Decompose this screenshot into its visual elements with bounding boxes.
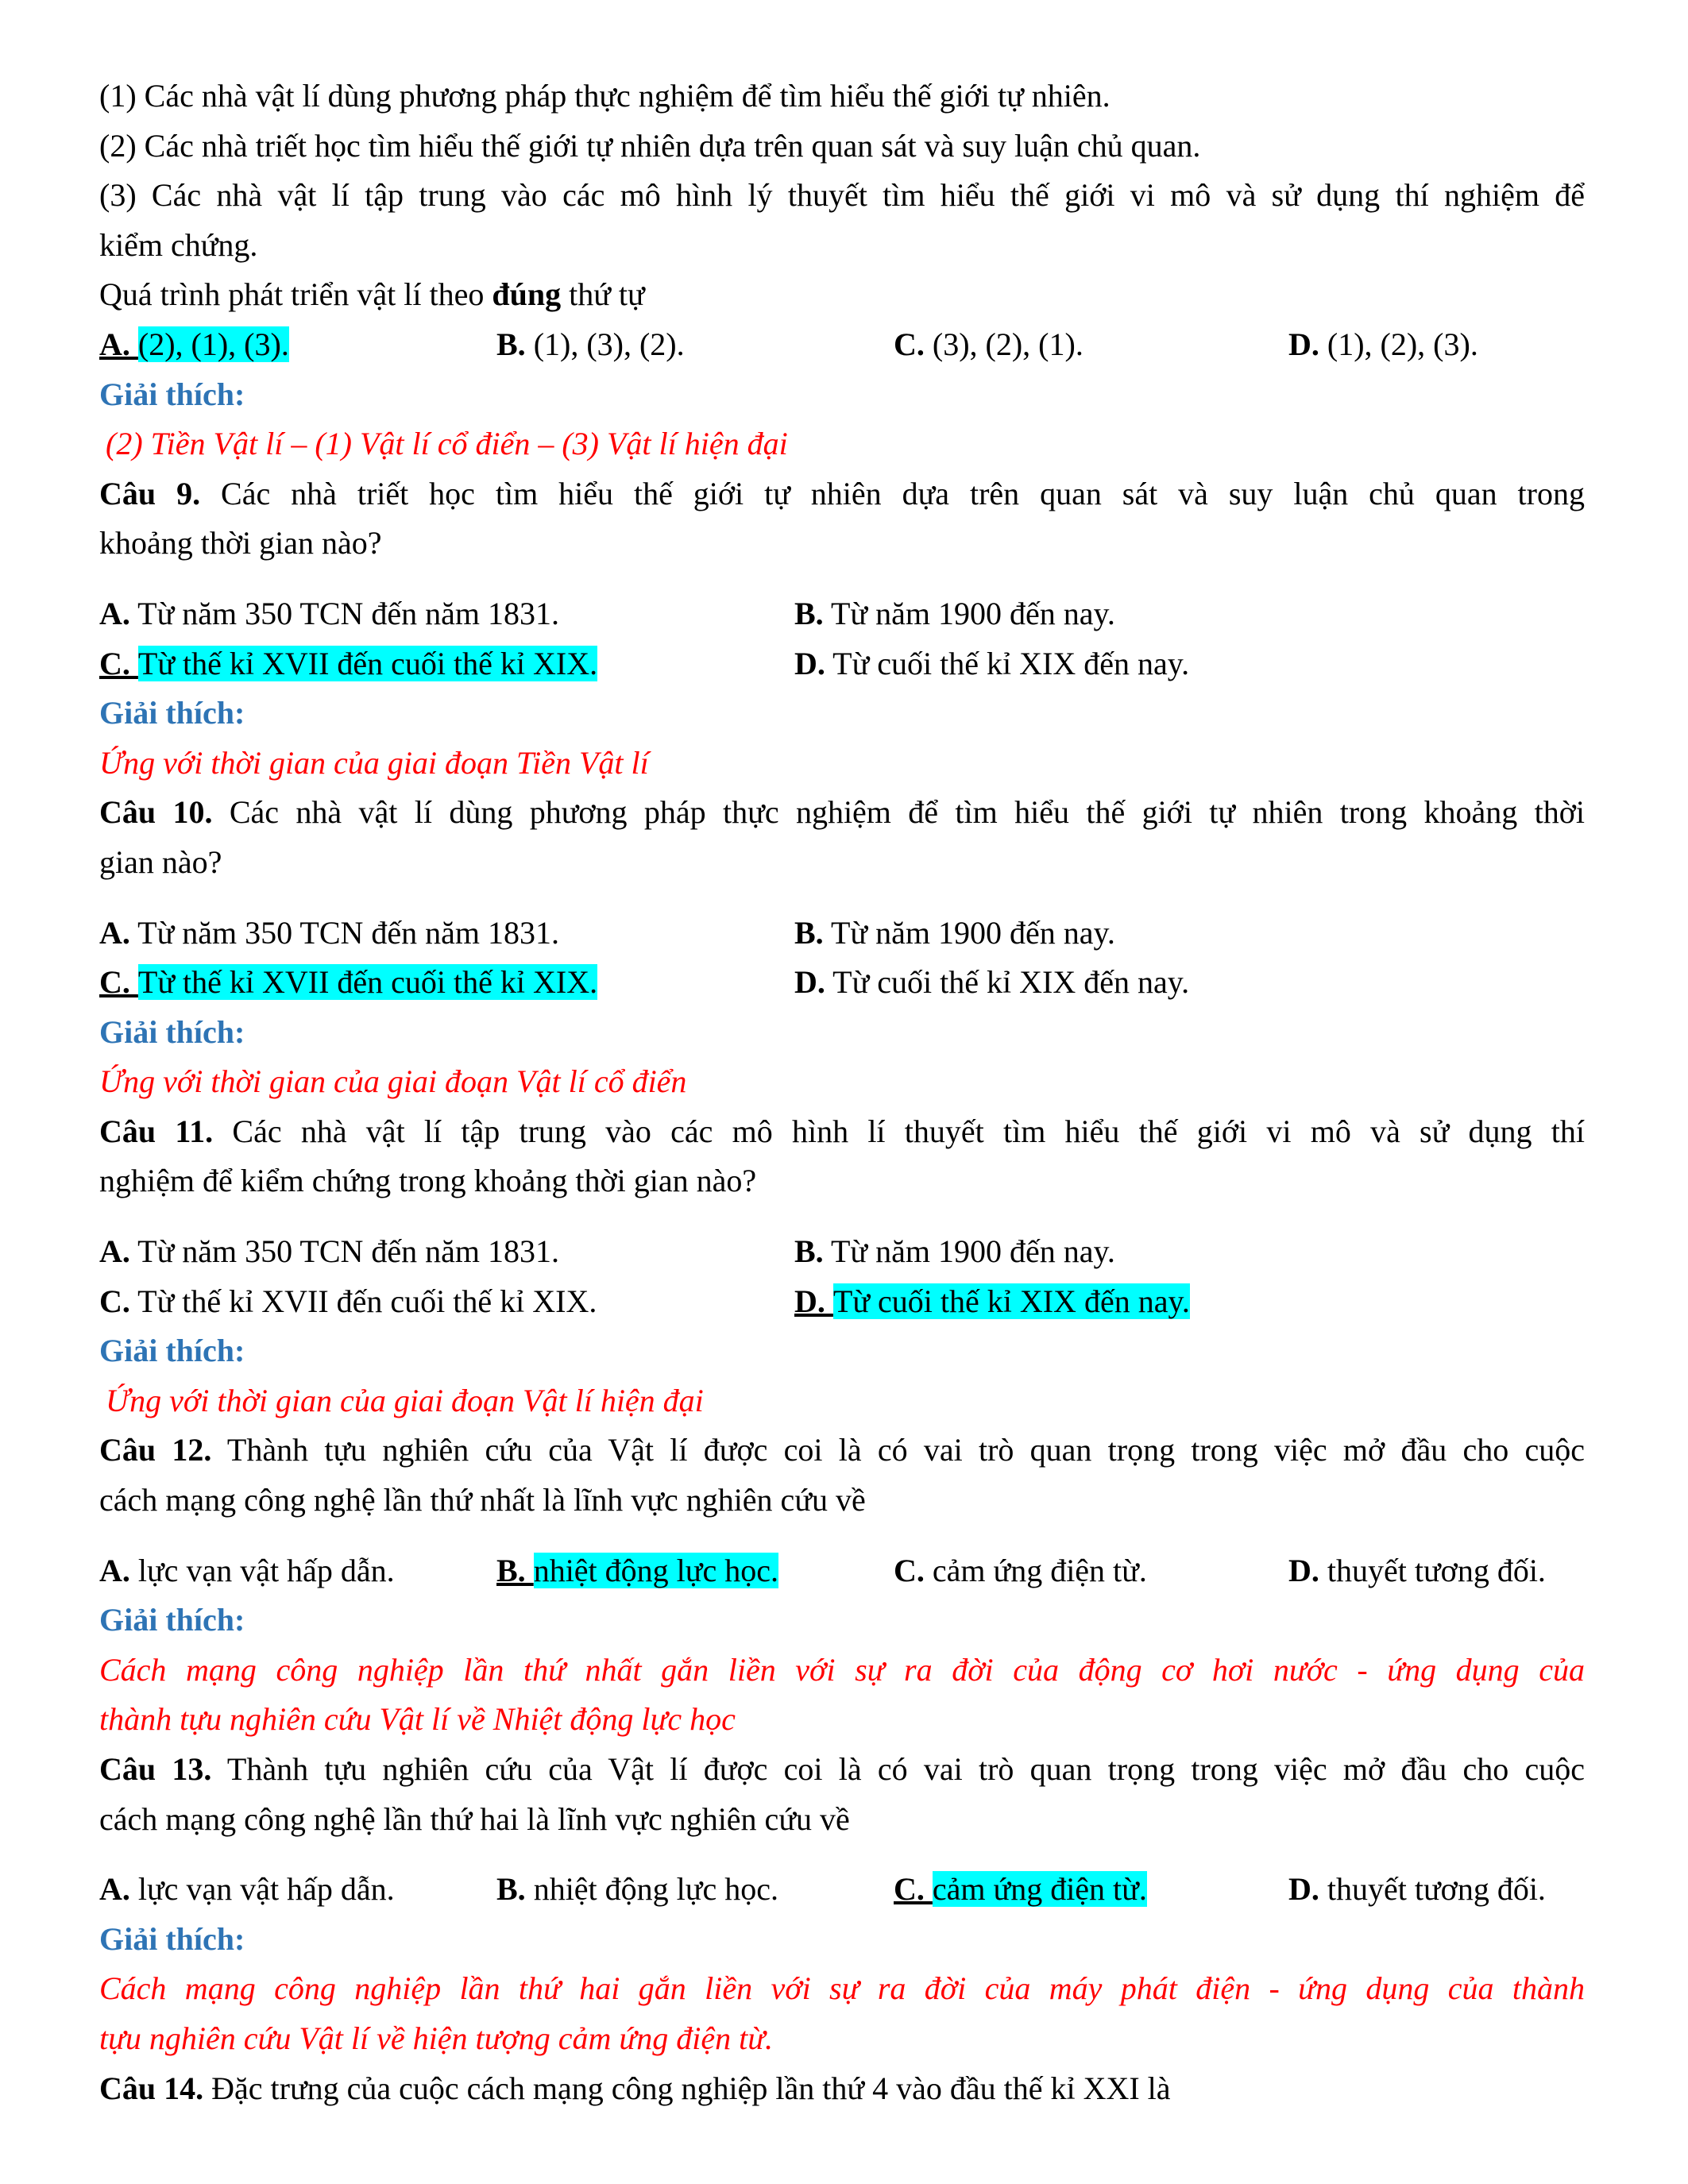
- q10-option-c[interactable]: C. Từ thế kỉ XVII đến cuối thế kỉ XIX.: [99, 964, 598, 1001]
- question-9-options-row2: [99, 639, 1585, 689]
- q13-explanation-title: Giải thích:: [99, 1920, 245, 1957]
- q9-option-d[interactable]: D. Từ cuối thế kỉ XIX đến nay.: [794, 645, 1190, 681]
- q8-option-a[interactable]: A. (2), (1), (3).: [99, 326, 289, 362]
- statement-2: (2) Các nhà triết học tìm hiểu thế giới tự nhiên dựa trên quan sát và suy luận chủ quan.: [99, 127, 1201, 164]
- question-8-stem: Quá trình phát triển vật lí theo đúng thứ tự: [99, 276, 645, 313]
- q8-option-d[interactable]: D. (1), (2), (3).: [1288, 326, 1478, 362]
- question-11-options-row1: [99, 1227, 1585, 1277]
- q12-explanation-line1: Cách mạng công nghiệp lần thứ nhất gắn liền với sự ra đời của động cơ hơi nước - ứng dụng của: [99, 1651, 1585, 1688]
- document-page: [99, 71, 1585, 2113]
- q11-option-c[interactable]: C. Từ thế kỉ XVII đến cuối thế kỉ XIX.: [99, 1283, 597, 1319]
- q13-option-d[interactable]: D. thuyết tương đối.: [1288, 1871, 1546, 1908]
- statement-3-line1: (3) Các nhà vật lí tập trung vào các mô hình lý thuyết tìm hiểu thế giới vi mô và sử dụng thí nghiệm để: [99, 177, 1585, 214]
- q13-explanation-line1: Cách mạng công nghiệp lần thứ hai gắn liền với sự ra đời của máy phát điện - ứng dụng của thành: [99, 1970, 1585, 2007]
- q9-explanation-title: Giải thích:: [99, 695, 245, 731]
- question-9-line1: Câu 9. Các nhà triết học tìm hiểu thế giới tự nhiên dựa trên quan sát và suy luận chủ quan trong: [99, 475, 1585, 511]
- q12-option-d[interactable]: D. thuyết tương đối.: [1288, 1552, 1546, 1588]
- question-8-options: [99, 320, 1585, 370]
- question-12-options: [99, 1546, 1585, 1596]
- q12-option-a[interactable]: A. lực vạn vật hấp dẫn.: [99, 1552, 395, 1588]
- question-13-line1: Câu 13. Thành tựu nghiên cứu của Vật lí được coi là có vai trò quan trọng trong việc mở đầu cho cuộc: [99, 1751, 1585, 1787]
- q13-explanation-line2: tựu nghiên cứu Vật lí về hiện tượng cảm ứng điện từ.: [99, 2020, 774, 2056]
- question-10-line1: Câu 10. Các nhà vật lí dùng phương pháp thực nghiệm để tìm hiểu thế giới tự nhiên trong khoảng thời: [99, 794, 1585, 831]
- q8-option-c[interactable]: C. (3), (2), (1).: [894, 326, 1083, 362]
- q9-option-a[interactable]: A. Từ năm 350 TCN đến năm 1831.: [99, 595, 560, 631]
- question-9-line2: khoảng thời gian nào?: [99, 525, 382, 561]
- q8-option-b[interactable]: B. (1), (3), (2).: [496, 326, 685, 362]
- q10-option-a[interactable]: A. Từ năm 350 TCN đến năm 1831.: [99, 914, 560, 951]
- question-11-line2: nghiệm để kiểm chứng trong khoảng thời gian nào?: [99, 1163, 757, 1199]
- question-10-options-row2: [99, 958, 1585, 1008]
- q12-option-c[interactable]: C. cảm ứng điện từ.: [894, 1552, 1147, 1588]
- q11-option-d[interactable]: D. Từ cuối thế kỉ XIX đến nay.: [794, 1283, 1190, 1319]
- question-13-options: [99, 1865, 1585, 1915]
- question-10-line2: gian nào?: [99, 843, 222, 880]
- question-12-line1: Câu 12. Thành tựu nghiên cứu của Vật lí được coi là có vai trò quan trọng trong việc mở đầu cho cuộc: [99, 1432, 1585, 1468]
- q9-explanation: Ứng với thời gian của giai đoạn Tiền Vật lí: [99, 744, 649, 781]
- q12-explanation-title: Giải thích:: [99, 1602, 245, 1638]
- q11-explanation: Ứng với thời gian của giai đoạn Vật lí hiện đại: [106, 1382, 704, 1418]
- q8-explanation: (2) Tiền Vật lí – (1) Vật lí cổ điển – (3) Vật lí hiện đại: [106, 426, 788, 462]
- q13-option-a[interactable]: A. lực vạn vật hấp dẫn.: [99, 1871, 395, 1908]
- q10-explanation: Ứng với thời gian của giai đoạn Vật lí cổ điển: [99, 1063, 687, 1100]
- q12-explanation-line2: thành tựu nghiên cứu Vật lí về Nhiệt động lực học: [99, 1701, 736, 1738]
- q12-option-b[interactable]: B. nhiệt động lực học.: [496, 1552, 778, 1588]
- q11-option-b[interactable]: B. Từ năm 1900 đến nay.: [794, 1233, 1115, 1270]
- question-11-options-row2: [99, 1277, 1585, 1327]
- question-13-line2: cách mạng công nghệ lần thứ hai là lĩnh vực nghiên cứu về: [99, 1800, 850, 1837]
- q10-explanation-title: Giải thích:: [99, 1013, 245, 1050]
- q13-option-c[interactable]: C. cảm ứng điện từ.: [894, 1871, 1147, 1908]
- q8-explanation-title: Giải thích:: [99, 376, 245, 412]
- q11-option-a[interactable]: A. Từ năm 350 TCN đến năm 1831.: [99, 1233, 560, 1270]
- question-9-options-row1: [99, 589, 1585, 639]
- q10-option-b[interactable]: B. Từ năm 1900 đến nay.: [794, 914, 1115, 951]
- q9-option-c[interactable]: C. Từ thế kỉ XVII đến cuối thế kỉ XIX.: [99, 645, 598, 681]
- statement-3-line2: kiểm chứng.: [99, 226, 258, 263]
- question-10-options-row1: [99, 909, 1585, 959]
- q9-option-b[interactable]: B. Từ năm 1900 đến nay.: [794, 595, 1115, 631]
- q13-option-b[interactable]: B. nhiệt động lực học.: [496, 1871, 778, 1908]
- q11-explanation-title: Giải thích:: [99, 1333, 245, 1369]
- q10-option-d[interactable]: D. Từ cuối thế kỉ XIX đến nay.: [794, 964, 1190, 1001]
- question-12-line2: cách mạng công nghệ lần thứ nhất là lĩnh vực nghiên cứu về: [99, 1482, 866, 1518]
- question-11-line1: Câu 11. Các nhà vật lí tập trung vào các mô hình lí thuyết tìm hiểu thế giới vi mô và sử dụng thí: [99, 1113, 1585, 1149]
- question-14-line1: Câu 14. Đặc trưng của cuộc cách mạng công nghiệp lần thứ 4 vào đầu thế kỉ XXI là: [99, 2070, 1171, 2106]
- statement-1: (1) Các nhà vật lí dùng phương pháp thực nghiệm để tìm hiểu thế giới tự nhiên.: [99, 78, 1111, 114]
